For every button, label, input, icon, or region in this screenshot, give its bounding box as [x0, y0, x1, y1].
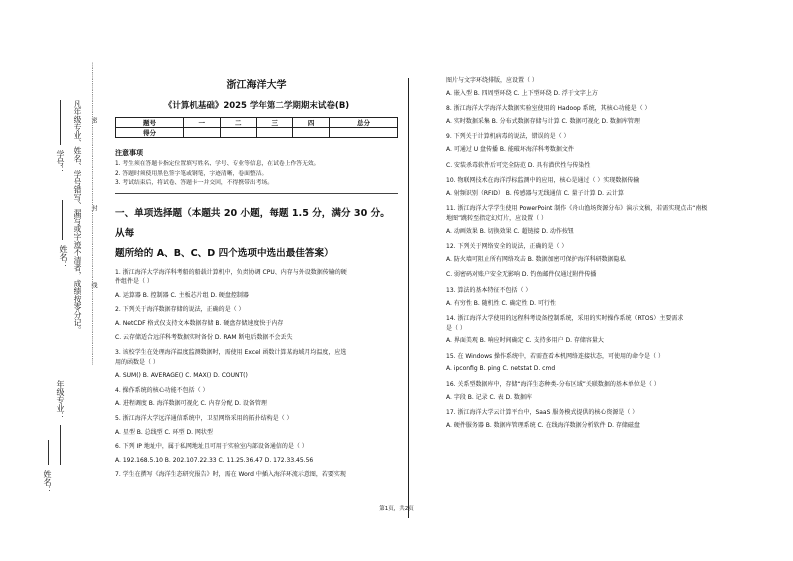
options: A. 界面美观 B. 响应时间确定 C. 支持多用户 D. 存储容量大 [446, 337, 604, 345]
column-divider [408, 78, 409, 518]
left-column [115, 76, 398, 484]
question-12: 12. 下列关于网络安全的说法，正确的是（ ） [446, 243, 568, 251]
name-label: 姓名： [43, 470, 52, 494]
binding-strip [0, 60, 108, 520]
question-15: 15. 在 Windows 操作系统中，若需查看本机网络连接状态，可使用的命令是（ ） [446, 352, 664, 360]
name-underline [48, 440, 49, 465]
question-text: 14. 浙江海洋大学使用的远程科考设备控制系统，采用的实时操作系统（RTOS）主要需求 [446, 315, 684, 323]
score-row-label: 得分 [116, 128, 184, 138]
section-heading-line: 题所给的 A、B、C、D 四个选项中选出最佳答案） [115, 247, 334, 259]
options: A. 防火墙可阻止所有网络攻击 B. 数据加密可保护海洋科研数据隐私 [446, 255, 626, 263]
exam-title: 《计算机基础》2025 学年第二学期期末试卷(B) [163, 101, 350, 111]
score-cell [293, 128, 329, 138]
options: A. 字段 B. 记录 C. 表 D. 数据库 [446, 393, 532, 401]
score-header-cell: 三 [256, 118, 292, 128]
notice-item: 2. 答题时须使用黑色签字笔或钢笔，字迹清晰，卷面整洁。 [115, 170, 268, 177]
seal-line-text: …………………………密………………………………………封…………………………………线…………………………………… [90, 62, 97, 365]
page-footer: 第1页，共2页 [379, 506, 414, 512]
question-8: 8. 浙江海洋大学海洋大数据实验室使用的 Hadoop 系统，其核心功能是（ ） [446, 105, 651, 113]
question-16: 16. 关系型数据库中，存储“海洋生态种类-分布区域”关联数据的基本单位是（ ） [446, 381, 660, 389]
notice-box [115, 148, 398, 194]
options: A. 有穷性 B. 随机性 C. 确定性 D. 可行性 [446, 299, 556, 307]
question-4: 4. 操作系统的核心功能不包括（ ） [115, 386, 209, 394]
options: A. 硬件服务器 B. 数据库管理系统 C. 在线海洋数据分析软件 D. 存储磁盘 [446, 421, 640, 429]
question-text: 件组件是（ ） [115, 278, 153, 286]
options: A. 进程调度 B. 海洋数据可视化 C. 内存分配 D. 设备管理 [115, 400, 267, 408]
options: A. 实时数据采集 B. 分布式数据存储与计算 C. 数据可视化 D. 数据库管理 [446, 117, 640, 125]
options: A. ipconfig B. ping C. netstat D. cmd [446, 365, 556, 373]
options: A. 嵌入型 B. 四周型环绕 C. 上下型环绕 D. 浮于文字上方 [446, 89, 598, 97]
score-cell [256, 128, 292, 138]
question-7: 7. 学生在撰写《海洋生态研究报告》时，需在 Word 中插入海洋环流示意图，若要实现 [115, 471, 346, 479]
options: A. SUM() B. AVERAGE() C. MAX() D. COUNT() [115, 372, 248, 380]
score-table-score-row [116, 128, 398, 138]
question-3 [115, 348, 398, 367]
question-14 [446, 314, 746, 333]
question-7-continued: 图片与文字环绕排版，应设置（ ） [446, 77, 538, 84]
question-text: 用的函数是（ ） [115, 358, 159, 366]
studentid-underline [60, 100, 61, 145]
notice-item: 3. 考试结束后，将试卷、答题卡一并交回，不得携带出考场。 [115, 180, 274, 186]
question-text: 3. 该校学生在处理海洋温度监测数据时，需使用 Excel 函数计算某海域月均温度，应选 [115, 349, 347, 357]
question-text: 11. 浙江海洋大学学生使用 PowerPoint 制作《舟山渔场资源分布》演示文稿，若需实现点击“南极 [446, 205, 708, 213]
options: A. 可通过 U 盘传播 B. 能破坏海洋科考数据文件 [446, 145, 574, 153]
studentid-label: 学号： [56, 150, 65, 174]
options: C. 安装杀毒软件后可完全防范 D. 具有潜伏性与传染性 [446, 161, 591, 169]
options: A. 射频识别（RFID） B. 传感器与无线通信 C. 量子计算 D. 云计算 [446, 189, 624, 197]
question-text: 1. 浙江海洋大学海洋科考船的船载计算机中，负责协调 CPU、内存与外设数据传输的硬 [115, 268, 347, 276]
score-table [115, 117, 398, 138]
score-cell [184, 128, 220, 138]
question-10: 10. 物联网技术在海洋浮标监测中的应用，核心是通过（ ）实现数据传输 [446, 177, 640, 185]
question-6: 6. 下列 IP 地址中，属于私网地址且可用于实验室内部设备通信的是（ ） [115, 443, 308, 451]
score-header-cell: 一 [184, 118, 220, 128]
question-17: 17. 浙江海洋大学云计算平台中，SaaS 服务模式提供的核心资源是（ ） [446, 409, 639, 417]
name-underline-2 [62, 200, 63, 240]
question-5: 5. 浙江海洋大学远洋通信系统中，卫星网络采用的拓扑结构是（ ） [115, 415, 293, 423]
score-header-cell: 题号 [116, 118, 184, 128]
question-13: 13. 算法的基本特征不包括（ ） [446, 286, 532, 294]
notice-title: 注意事项 [115, 149, 143, 157]
options: C. 云存储适合远洋科考数据实时备份 D. RAM 断电后数据不会丢失 [115, 334, 293, 342]
question-text: 是（ ） [446, 324, 466, 332]
question-9: 9. 下列关于计算机病毒的说法，错误的是（ ） [446, 133, 570, 141]
options: A. 动画效果 B. 切换效果 C. 超链接 D. 动作按钮 [446, 227, 574, 235]
name-label-2: 姓名： [59, 245, 68, 269]
question-2: 2. 下列关于海洋数据存储的说法，正确的是（ ） [115, 306, 245, 314]
question-11 [446, 204, 746, 223]
major-label: 年级专业： [56, 380, 65, 420]
question-text: 地图”跳转至指定幻灯片，应设置（ ） [446, 214, 548, 222]
score-cell [329, 128, 397, 138]
major-underline [60, 425, 61, 465]
binding-instruction-1: 凡年级专业、姓名、学号错写、漏写或字迹不清者，成绩按零分记。 [73, 100, 82, 334]
score-table-header-row [116, 118, 398, 128]
score-header-cell: 四 [293, 118, 329, 128]
question-1 [115, 268, 398, 287]
section-heading-line: 一、单项选择题（本题共 20 小题，每题 1.5 分，满分 30 分。从每 [115, 207, 390, 239]
school-name: 浙江海洋大学 [226, 80, 287, 91]
score-header-cell: 总分 [329, 118, 397, 128]
options: A. 星型 B. 总线型 C. 环型 D. 网状型 [115, 428, 213, 436]
options: A. NetCDF 格式仅支持文本数据存储 B. 硬盘存储速度快于内存 [115, 319, 284, 327]
notice-item: 1. 考生须在答题卡指定位置填写姓名、学号、专业等信息，在试卷上作答无效。 [115, 161, 320, 167]
options: A. 192.168.5.10 B. 202.107.22.33 C. 11.25.36.47 D. 172.33.45.56 [115, 456, 314, 464]
options: C. 弱密码对账户安全无影响 D. 钓鱼邮件仅通过附件传播 [446, 271, 597, 279]
right-column [446, 76, 746, 436]
score-header-cell: 二 [220, 118, 256, 128]
score-cell [220, 128, 256, 138]
options: A. 运算器 B. 控制器 C. 主板芯片组 D. 硬盘控制器 [115, 291, 249, 299]
section-heading [115, 204, 398, 264]
